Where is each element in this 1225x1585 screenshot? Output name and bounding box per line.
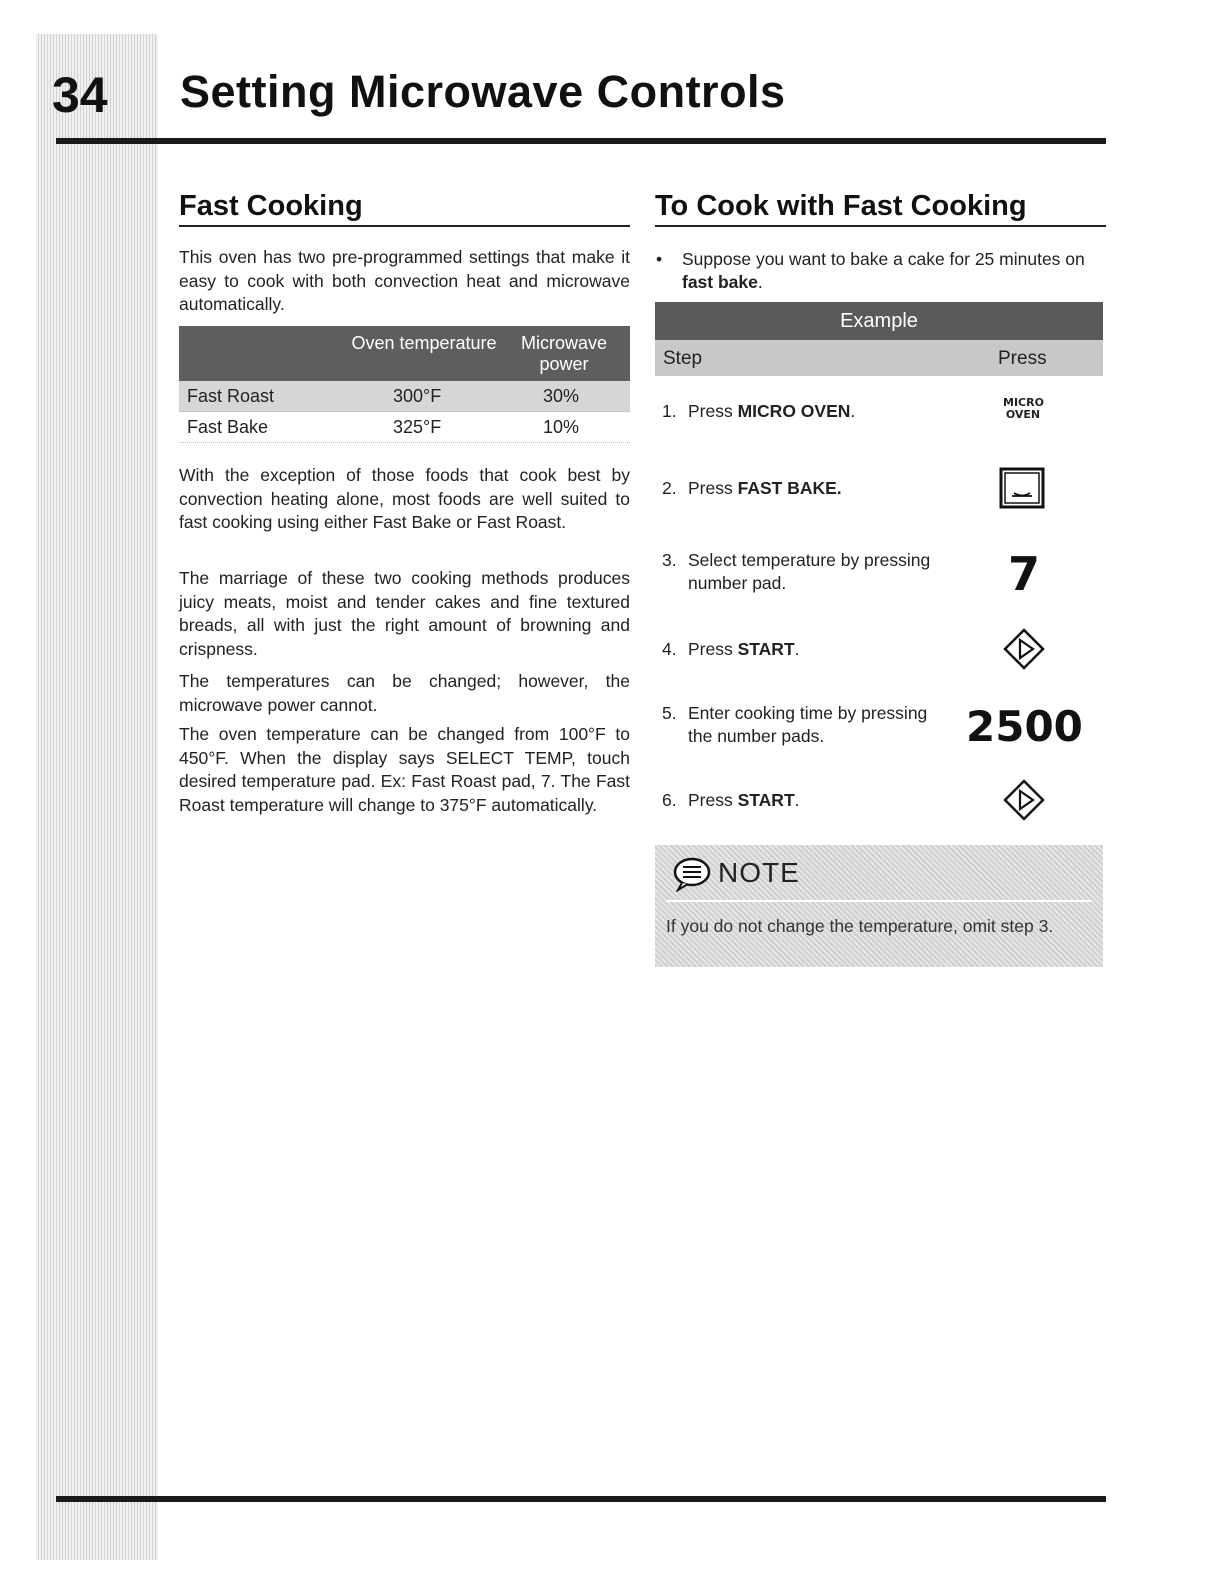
paragraph-marriage: The marriage of these two cooking methods produces juicy meats, moist and tender cakes and fine textured breads, all with just the right amount of browning and crispness. (179, 568, 630, 659)
step-row (662, 549, 962, 595)
bullet-example-intro (656, 248, 1106, 294)
step-number: 2. (662, 478, 677, 498)
fast-bake-key-icon (998, 466, 1046, 510)
step-row (662, 477, 962, 500)
step-bold: START (737, 639, 795, 659)
row-temp: 325°F (393, 417, 442, 437)
step-text: Press (688, 401, 738, 421)
step-number: 3. (662, 550, 677, 570)
step-text: Press (688, 639, 738, 659)
paragraph-exception: With the exception of those foods that cook best by convection heating alone, most foods are well suited to fast cooking using either Fast Bake or Fast Roast. (179, 465, 630, 532)
step-number: 4. (662, 639, 677, 659)
table-row (179, 381, 630, 412)
table-row (179, 412, 630, 443)
page-number: 34 (52, 67, 108, 123)
example-title: Example (655, 302, 1103, 340)
step-number: 6. (662, 790, 677, 810)
micro-key-line2: OVEN (1005, 408, 1041, 421)
step-text: Press (688, 478, 738, 498)
bullet-bold: fast bake (682, 272, 758, 292)
step-text: Select temperature by pressing number pad. (688, 550, 931, 593)
step-suffix: . (794, 639, 800, 659)
step-bold: START (737, 790, 795, 810)
intro-paragraph: This oven has two pre-programmed settings that make it easy to cook with both convection heat and microwave automatically. (179, 247, 630, 314)
fast-settings-table (179, 326, 630, 443)
step-suffix: . (850, 401, 856, 421)
example-columns (655, 340, 1103, 376)
col-step: Step (663, 348, 703, 369)
number-pad-digit: 7 (1008, 547, 1041, 601)
fast-cooking-heading: Fast Cooking (179, 190, 630, 227)
row-power: 30% (543, 386, 580, 406)
step-text: Press (688, 790, 738, 810)
col-oven-temperature: Oven temperature (351, 333, 497, 353)
step-row (662, 702, 962, 748)
step-text: Enter cooking time by pressing the number pads. (688, 703, 928, 746)
step-number: 5. (662, 703, 677, 723)
step-row (662, 400, 962, 423)
note-divider (666, 900, 1092, 902)
paragraph-oven-temperature: The oven temperature can be changed from 100°F to 450°F. When the display says SELECT TEMP, touch desired temperature pad. Ex: Fast Roast pad, 7. The Fast Roast temperature will change to 375°F automatically. (179, 724, 630, 815)
step-bold: FAST BAKE. (737, 478, 842, 498)
page-sidebar-band (36, 34, 158, 1560)
paragraph-temperatures: The temperatures can be changed; however, the microwave power cannot. (179, 671, 630, 715)
step-suffix: . (794, 790, 800, 810)
bullet-dot: • (656, 249, 663, 269)
micro-key-line1: MICRO (1003, 396, 1044, 409)
note-title: NOTE (718, 857, 800, 888)
row-temp: 300°F (393, 386, 442, 406)
note-text: If you do not change the temperature, omit step 3. (666, 916, 1054, 936)
cook-with-fast-cooking-heading: To Cook with Fast Cooking (655, 190, 1106, 227)
row-power: 10% (543, 417, 580, 437)
step-bold: MICRO OVEN (737, 401, 851, 421)
step-row (662, 638, 962, 661)
bullet-suffix: . (757, 272, 763, 292)
micro-oven-key-icon (1003, 397, 1043, 421)
header-rule (56, 138, 1106, 144)
start-key-icon (1002, 778, 1046, 822)
start-key-icon (1002, 627, 1046, 671)
col-press: Press (998, 348, 1047, 369)
row-name: Fast Bake (187, 417, 269, 437)
table-header (179, 326, 630, 381)
footer-rule (56, 1496, 1106, 1502)
step-row (662, 789, 962, 812)
page-title: Setting Microwave Controls (180, 66, 786, 117)
step-number: 1. (662, 401, 677, 421)
row-name: Fast Roast (187, 386, 275, 406)
col-microwave-power: Microwave power (520, 333, 608, 374)
note-icon (672, 856, 712, 892)
bullet-text: Suppose you want to bake a cake for 25 minutes on (682, 249, 1085, 269)
cooking-time-digits: 2500 (966, 702, 1083, 751)
